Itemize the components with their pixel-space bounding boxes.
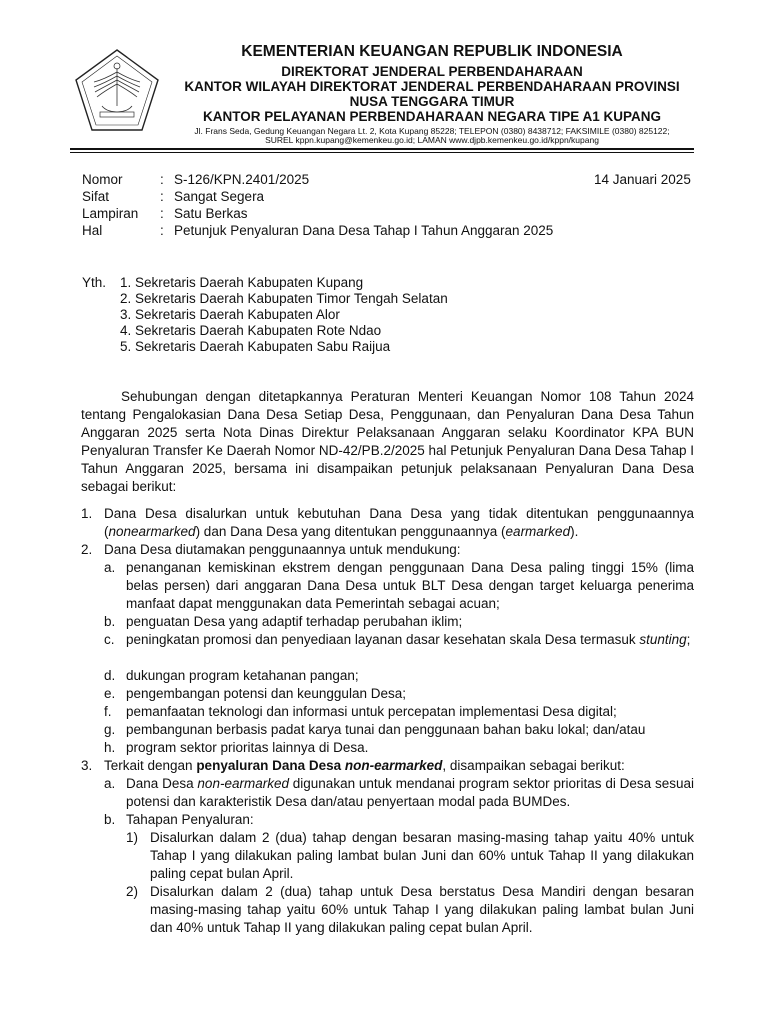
- recipient-item: 2. Sekretaris Daerah Kabupaten Timor Tengah Selatan: [120, 291, 448, 306]
- sub-item-text: [126, 775, 694, 811]
- sub-item-text: pemanfaatan teknologi dan informasi untuk percepatan implementasi Desa digital;: [126, 704, 617, 719]
- sifat-label: Sifat: [82, 189, 110, 204]
- colon: :: [160, 189, 164, 204]
- item-2-text: Dana Desa diutamakan penggunaannya untuk mendukung:: [104, 542, 461, 557]
- letter-date: 14 Januari 2025: [594, 172, 691, 187]
- sub-sub-item-text: Disalurkan dalam 2 (dua) tahap dengan besaran masing-masing tahap yaitu 40% untuk Tahap I yang dilakukan paling lambat bulan Juni dan 60% untuk Tahap II yang dilakukan paling cepat bulan April.: [150, 830, 694, 881]
- sub-item-key: h.: [104, 740, 116, 755]
- italic-term: non-earmarked: [344, 758, 443, 773]
- sub-item-key: e.: [104, 686, 116, 701]
- intro-paragraph: [81, 388, 694, 496]
- item-number: 1.: [81, 506, 93, 521]
- sub-sub-item-key: 1): [126, 830, 139, 845]
- sifat-value: Sangat Segera: [174, 189, 265, 204]
- recipient-label: Yth.: [82, 275, 107, 290]
- address-line-2: SUREL kppn.kupang@kemenkeu.go.id; LAMAN www.djpb.kemenkeu.go.id/kppn/kupang: [265, 135, 599, 145]
- sub-item-text: program sektor prioritas lainnya di Desa.: [126, 740, 369, 755]
- sub-item-key: f.: [104, 704, 112, 719]
- text-span: penyaluran Dana Desa: [196, 758, 345, 773]
- recipient-item: 3. Sekretaris Daerah Kabupaten Alor: [120, 307, 340, 322]
- nomor-label: Nomor: [82, 172, 123, 187]
- item-1-text: [104, 505, 694, 541]
- hal-value: Petunjuk Penyaluran Dana Desa Tahap I Tahun Anggaran 2025: [174, 223, 554, 238]
- nomor-value: S-126/KPN.2401/2025: [174, 172, 310, 187]
- lampiran-value: Satu Berkas: [174, 206, 248, 221]
- text-span: peningkatan promosi dan penyediaan layanan dasar kesehatan skala Desa termasuk: [126, 632, 636, 647]
- sub-item-key: a.: [104, 776, 116, 791]
- text-span: ) dan Dana Desa yang ditentukan penggunaannya (: [195, 524, 506, 539]
- recipient-item: 4. Sekretaris Daerah Kabupaten Rote Ndao: [120, 323, 382, 338]
- text-span: , disampaikan sebagai berikut:: [442, 758, 625, 773]
- italic-term: earmarked: [505, 524, 571, 539]
- recipient-item: 5. Sekretaris Daerah Kabupaten Sabu Raijua: [120, 339, 391, 354]
- italic-term: non-earmarked: [197, 776, 289, 791]
- sub-item-text: pengembangan potensi dan keunggulan Desa;: [126, 686, 406, 701]
- sub-item-text: [126, 631, 694, 649]
- item-3-text: [104, 757, 694, 775]
- text-span: Dana Desa: [126, 776, 198, 791]
- sub-sub-item-text: Disalurkan dalam 2 (dua) tahap untuk Desa berstatus Desa Mandiri dengan besaran masing-masing tahap yaitu 60% untuk Tahap I yang dilakukan paling lambat bulan Juni dan 40% untuk Tahap II yang dilakukan paling cepat bulan April.: [150, 884, 694, 935]
- sub-item-key: d.: [104, 668, 116, 683]
- italic-term: stunting: [639, 632, 687, 647]
- sub-item-text: penanganan kemiskinan ekstrem dengan penggunaan Dana Desa paling tinggi 15% (lima belas persen) dari anggaran Dana Desa untuk BLT Desa dengan target keluarga penerima manfaat dapat menggunakan data Pemerintah sebagai acuan;: [126, 560, 694, 611]
- sub-sub-item-key: 2): [126, 884, 139, 899]
- sub-item-key: c.: [104, 632, 115, 647]
- province-title: NUSA TENGGARA TIMUR: [349, 94, 515, 109]
- item-number: 3.: [81, 758, 93, 773]
- text-span: Terkait dengan: [104, 758, 197, 773]
- text-span: ).: [570, 524, 579, 539]
- colon: :: [160, 206, 164, 221]
- sub-item-key: a.: [104, 560, 116, 575]
- text-span: ;: [686, 632, 691, 647]
- ministry-title: KEMENTERIAN KEUANGAN REPUBLIK INDONESIA: [241, 43, 623, 60]
- colon: :: [160, 223, 164, 238]
- intro-text: Sehubungan dengan ditetapkannya Peraturan Menteri Keuangan Nomor 108 Tahun 2024 tentang Pengalokasian Dana Desa Setiap Desa, Penggunaan, dan Penyaluran Dana Desa Tahun Anggaran 2025 serta Nota Dinas Direktur Pelaksanaan Anggaran selaku Koordinator KPA BUN Penyaluran Transfer Ke Daerah Nomor ND-42/PB.2/2025 hal Petunjuk Penyaluran Dana Desa Tahap I Tahun Anggaran 2025, bersama ini disampaikan petunjuk pelaksanaan Penyaluran Dana Desa sebagai berikut:: [81, 389, 694, 494]
- lampiran-label: Lampiran: [82, 206, 139, 221]
- colon: :: [160, 172, 164, 187]
- bold-term: [196, 758, 442, 773]
- address-line-1: Jl. Frans Seda, Gedung Keuangan Negara Lt. 2, Kota Kupang 85228; TELEPON (0380) 8438712; FAKSIMILE (0380) 825122;: [194, 126, 670, 136]
- item-number: 2.: [81, 542, 93, 557]
- kemenkeu-emblem-icon: [72, 46, 162, 136]
- regional-office-title: KANTOR WILAYAH DIREKTORAT JENDERAL PERBENDAHARAAN PROVINSI: [184, 79, 680, 94]
- header-rule-thin: [70, 152, 694, 153]
- sub-item-text: penguatan Desa yang adaptif terhadap perubahan iklim;: [126, 614, 463, 629]
- recipient-item: 1. Sekretaris Daerah Kabupaten Kupang: [120, 275, 364, 290]
- directorate-title: DIREKTORAT JENDERAL PERBENDAHARAAN: [281, 64, 583, 79]
- sub-item-key: b.: [104, 812, 116, 827]
- header-rule-thick: [70, 148, 694, 150]
- hal-label: Hal: [82, 223, 103, 238]
- sub-item-key: g.: [104, 722, 116, 737]
- italic-term: nonearmarked: [108, 524, 196, 539]
- sub-item-key: b.: [104, 614, 116, 629]
- sub-item-text: Tahapan Penyaluran:: [126, 812, 254, 827]
- text-span: Dana Desa disalurkan untuk kebutuhan Dana Desa yang tidak ditentukan penggunaannya (: [104, 506, 694, 539]
- service-office-title: KANTOR PELAYANAN PERBENDAHARAAN NEGARA TIPE A1 KUPANG: [202, 109, 662, 124]
- sub-item-text: dukungan program ketahanan pangan;: [126, 668, 359, 683]
- sub-item-text: pembangunan berbasis padat karya tunai dan penggunaan bahan baku lokal; dan/atau: [126, 722, 646, 737]
- text-span: digunakan untuk mendanai program sektor prioritas di Desa sesuai potensi dan karakteristik Desa dan/atau penyertaan modal pada BUMDes.: [126, 776, 694, 809]
